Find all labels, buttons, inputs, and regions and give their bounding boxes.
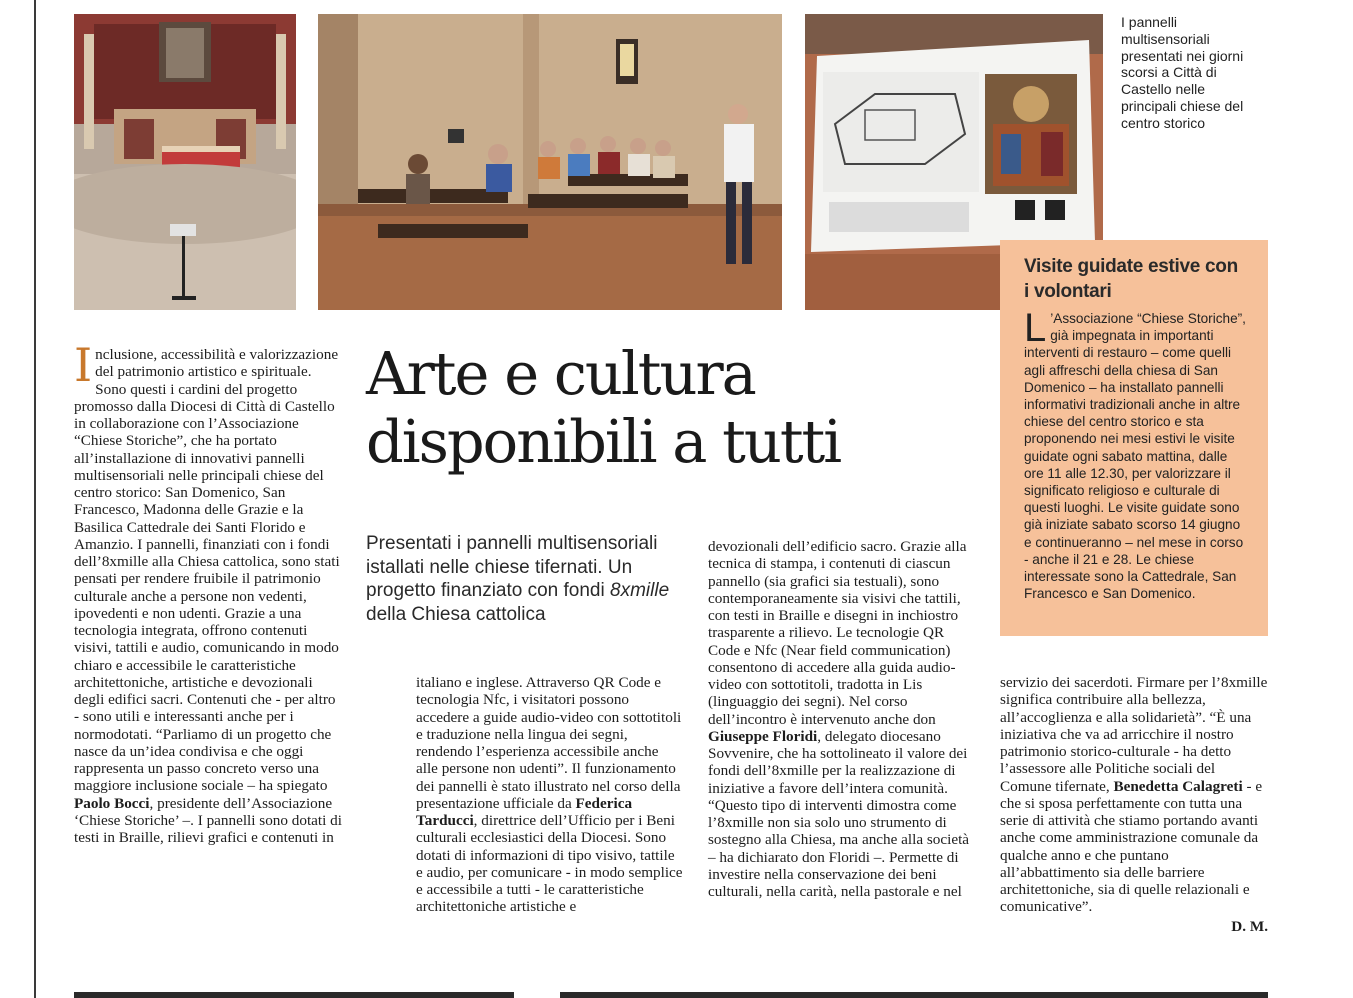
column-rule <box>34 0 36 998</box>
photo-presentation <box>318 14 782 310</box>
author-signature: D. M. <box>1231 917 1268 935</box>
column-4-end: - e che si sposa perfettamente con tutta una serie di attività che stiamo portando avanti anche come amministrazione comunale da qualche anno e che puntano all’abbattimento sia delle barriere architettoniche, sia di quelle relazionali e comunicative”. <box>1000 777 1263 916</box>
article-dropcap: I <box>74 338 93 392</box>
sidebar-body <box>1024 306 1246 602</box>
headline-line-1: Arte e cultura <box>366 339 755 408</box>
bottom-rule-right <box>560 992 1268 998</box>
column-2-end: , direttrice dell’Ufficio per i Beni culturali ecclesiastici della Diocesi. Sono dotati di informazioni di tipo visivo, tattile e audio, per comunicare - in modo semplice e accessibile a tutti - le caratteristiche architettoniche artistiche e <box>416 812 683 916</box>
bottom-rule-left <box>74 992 514 998</box>
column-4-text: servizio dei sacerdoti. Firmare per l’8xmille significa contribuire alla bellezza, all’accoglienza e alla solidarietà”. “È una iniziativa che va ad arricchire il nostro patrimonio storico-culturale - ha detto l’assessore alle Politiche sociali del Comune tifernate, <box>1000 674 1268 795</box>
subheadline <box>366 532 691 626</box>
column-3-text: devozionali dell’edificio sacro. Grazie alla tecnica di stampa, i contenuti di ciascun pannello (sia grafici sia testuali), sono contemporaneamente sia visivi che tattili, con testi in Braille e disegni in inchiostro trasparente a rilievo. Le tecnologie QR Code e Nfc (Near field communication) consentono di accedere alla guida audio-video con sottotitoli, tradotta in Lis (linguaggio dei segni). Nel corso dell’incontro è intervenuto anche don <box>708 538 967 728</box>
column-3-end: , delegato diocesano Sovvenire, che ha sottolineato il valore dei fondi dell’8xmille per la realizzazione di iniziative a favore dell’intera comunità. “Questo tipo di interventi dimostra come l’8xmille non sia solo uno strumento di sostegno alla Chiesa, ma anche alla società – ha dichiarato don Floridi –. Permette di investire nella conservazione dei beni culturali, nella carità, nella pastorale e nel <box>708 727 970 900</box>
subhead-part-2: della Chiesa cattolica <box>366 603 546 625</box>
person-name: Paolo Bocci <box>74 794 150 812</box>
sidebar-text: ’Associazione “Chiese Storiche”, già impegnata in importanti interventi di restauro – come quelli agli affreschi della chiesa di San Domenico – ha installato pannelli informativi tradizionali anche in altre chiese del centro storico e sta proponendo nei mesi estivi le visite guidate ogni sabato mattina, dalle ore 11 alle 12.30, per valorizzare il significato religioso e culturale di questi luoghi. Le visite guidate sono già iniziate sabato scorso 14 giugno e continueranno – nel mese in corso - anche il 21 e 28. Le chiese interessate sono la Cattedrale, San Francesco e San Domenico. <box>1024 311 1246 602</box>
headline-line-2: disponibili a tutti <box>366 407 841 476</box>
photo-altar <box>74 14 296 310</box>
presentation-illustration <box>318 14 782 310</box>
subhead-part-1: Presentati i pannelli multisensoriali istallati nelle chiese tifernati. Un progetto finanziato con fondi <box>366 533 658 601</box>
headline <box>366 340 996 476</box>
person-name: Benedetta Calagreti <box>1113 777 1243 795</box>
photo-caption: I pannelli multisensoriali presentati nei giorni scorsi a Città di Castello nelle principali chiese del centro storico <box>1121 14 1244 131</box>
article-column-4 <box>1000 674 1268 935</box>
sidebar-title: Visite guidate estive con i volontari <box>1024 256 1238 302</box>
column-2-text: italiano e inglese. Attraverso QR Code e tecnologia Nfc, i visitatori possono accedere a guide audio-video con sottotitoli e traduzione nella lingua dei segni, rendendo l’esperienza accessibile anche alle persone non udenti”. Il funzionamento dei pannelli è stato illustrato nel corso della presentazione ufficiale da <box>416 674 682 812</box>
article-column-3 <box>708 538 976 900</box>
sidebar-box <box>1000 240 1268 636</box>
column-1-end: , presidente dell’Associazione ‘Chiese Storiche’ –. I pannelli sono dotati di testi in Braille, rilievi grafici e contenuti in <box>74 794 342 846</box>
subhead-brand: 8xmille <box>610 580 670 601</box>
altar-illustration <box>74 14 296 310</box>
person-name: Federica Tarducci <box>416 794 633 829</box>
column-1-text: nclusione, accessibilità e valorizzazione del patrimonio artistico e spirituale. Sono questi i cardini del progetto promosso dalla Diocesi di Città di Castello in collaborazione con l’Associazione “Chiese Storiche”, che ha portato all’installazione di innovativi pannelli multisensoriali nelle principali chiese del centro storico: San Domenico, San Francesco, Madonna delle Grazie e la Basilica Cattedrale dei Santi Florido e Amanzio. I pannelli, finanziati con i fondi dell’8xmille alla Chiesa cattolica, sono stati pensati per rendere fruibile il patrimonio culturale anche a persone non vedenti, ipovedenti e non udenti. Grazie a una tecnologia integrata, offrono contenuti visivi, tattili e audio, comunicando in modo chiaro e accessibile le caratteristiche architettoniche, artistiche e devozionali degli edifici sacri. Contenuti che - per altro - sono utili e interessanti anche per i normodotati. “Parliamo di un progetto che nasce da un’idea condivisa e che oggi rappresenta un passo concreto verso una maggiore inclusione sociale – ha spiegato <box>74 346 340 795</box>
person-name: Giuseppe Floridi <box>708 727 818 745</box>
article-column-1 <box>74 338 342 846</box>
article-column-2 <box>416 674 684 916</box>
sidebar-dropcap: L <box>1024 306 1047 350</box>
